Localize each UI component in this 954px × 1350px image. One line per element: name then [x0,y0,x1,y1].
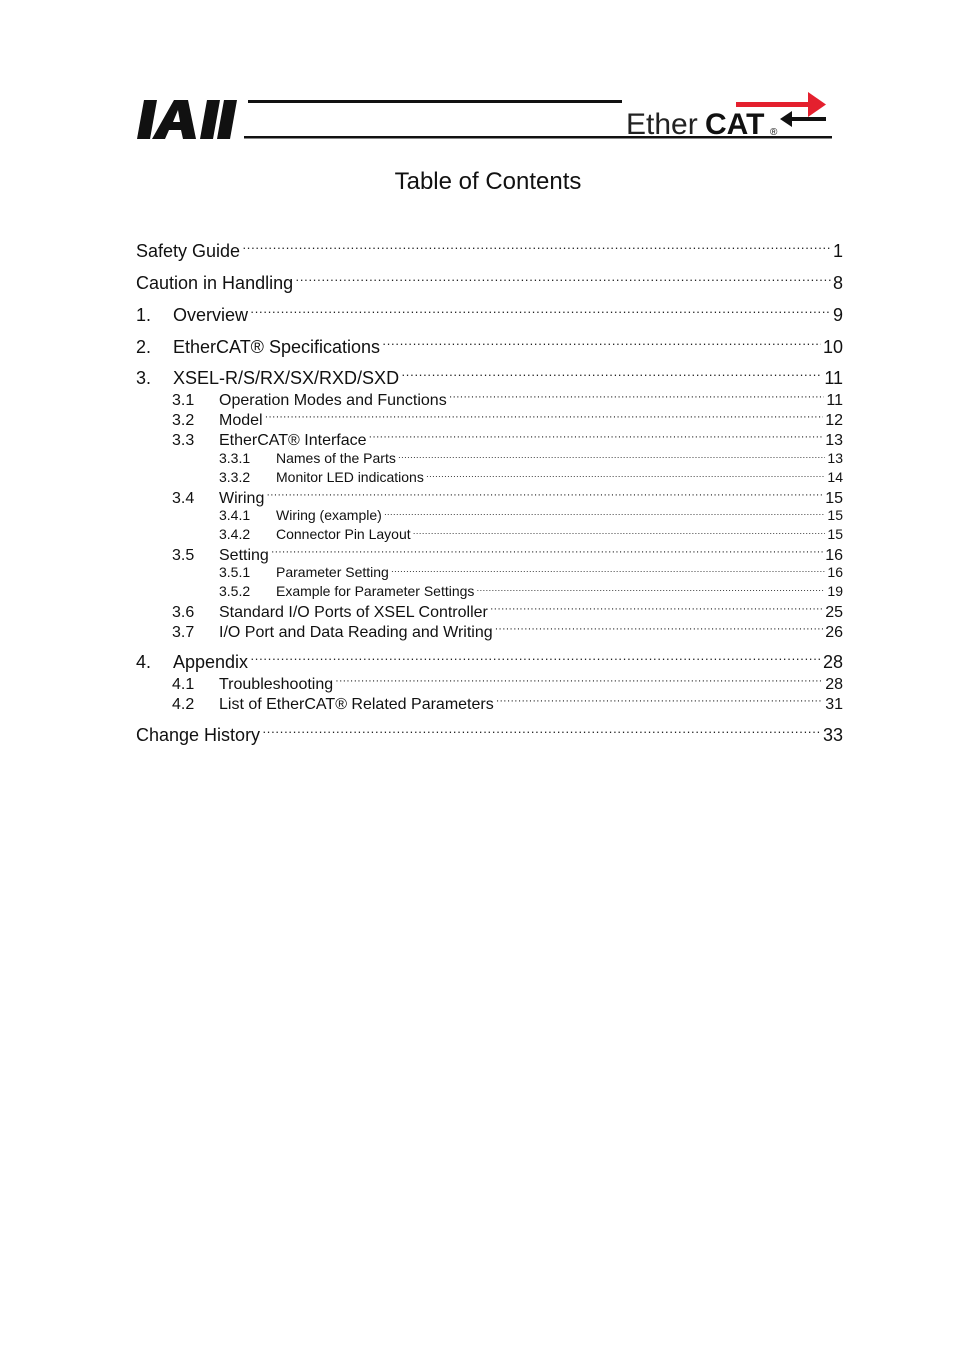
toc-page-number: 1 [832,240,843,261]
dot-leader [382,333,821,353]
toc-entry-overview[interactable] [136,301,843,326]
toc-entry-connector-pin-layout[interactable] [136,524,843,542]
toc-entry-label: Standard I/O Ports of XSEL Controller [219,603,488,621]
dot-leader [369,427,824,445]
toc-section-number: 4. [136,651,152,672]
toc-entry-label: Parameter Setting [276,564,389,581]
dot-leader [262,721,821,741]
toc-page-number: 28 [822,651,843,672]
toc-entry-xsel-models[interactable] [136,364,843,389]
toc-entry-parameter-setting[interactable] [136,562,843,580]
toc-entry-label: Setting [219,546,269,564]
toc-entry-label: List of EtherCAT® Related Parameters [219,695,494,713]
dot-leader [295,269,831,289]
toc-page-number: 16 [827,564,843,581]
toc-entry-wiring-example[interactable] [136,505,843,523]
dot-leader [449,387,825,405]
toc-entry-label: Model [219,411,263,429]
toc-page-number: 11 [824,367,843,388]
toc-page-number: 12 [825,411,843,429]
ethercat-logo-bold: CAT [705,108,765,141]
toc-section-number: 3.3.2 [219,469,251,486]
toc-entry-label: Appendix [173,651,249,672]
toc-entry-caution-in-handling[interactable] [136,269,843,294]
toc-section-number: 4.2 [172,695,195,713]
dot-leader [266,485,823,503]
dot-leader [496,691,823,709]
toc-entry-label: Wiring (example) [276,507,382,524]
dot-leader [426,467,826,482]
toc-entry-label: Example for Parameter Settings [276,583,475,600]
toc-entry-names-of-parts[interactable] [136,448,843,466]
toc-page-number: 25 [825,603,843,621]
toc-page-number: 13 [825,431,843,449]
toc-entry-label: Troubleshooting [219,675,334,693]
dot-leader [250,648,821,668]
toc-entry-example-parameter-settings[interactable] [136,581,843,599]
toc-section-number: 3.5 [172,546,195,564]
toc-section-number: 3.1 [172,391,195,409]
ethercat-logo-thin: Ether [626,108,698,141]
toc-section-number: 3.7 [172,623,195,641]
toc-page-number: 8 [832,272,843,293]
dot-leader [384,505,826,520]
toc-section-number: 3.5.1 [219,564,251,581]
table-of-contents [136,0,843,1350]
toc-section-number: 3.3 [172,431,195,449]
dot-leader [413,524,826,539]
toc-entry-ethercat-parameters[interactable] [136,691,843,714]
toc-entry-appendix[interactable] [136,648,843,673]
toc-page-number: 19 [827,583,843,600]
toc-section-number: 3.2 [172,411,195,429]
toc-page-number: 14 [827,469,843,486]
toc-entry-label: Overview [173,304,249,325]
toc-section-number: 3. [136,367,152,388]
toc-entry-label: Monitor LED indications [276,469,424,486]
dot-leader [398,448,826,463]
dot-leader [242,237,831,257]
toc-page-number: 16 [825,546,843,564]
toc-entry-ethercat-specifications[interactable] [136,333,843,358]
toc-entry-label: I/O Port and Data Reading and Writing [219,623,493,641]
toc-entry-ethercat-interface[interactable] [136,427,843,450]
toc-page-number: 15 [825,489,843,507]
toc-entry-label: EtherCAT® Specifications [173,336,381,357]
dot-leader [250,301,831,321]
toc-page-number: 31 [825,695,843,713]
toc-page-number: 26 [825,623,843,641]
toc-page-number: 9 [832,304,843,325]
toc-section-number: 4.1 [172,675,195,693]
toc-entry-monitor-led[interactable] [136,467,843,485]
toc-entry-change-history[interactable] [136,721,843,746]
toc-section-number: 2. [136,336,152,357]
dot-leader [476,581,825,596]
dot-leader [401,364,822,384]
toc-page-number: 15 [827,507,843,524]
toc-page-number: 13 [827,450,843,467]
toc-entry-label: Operation Modes and Functions [219,391,447,409]
toc-page-number: 28 [825,675,843,693]
toc-section-number: 3.4.1 [219,507,251,524]
dot-leader [271,542,823,560]
toc-entry-label: Connector Pin Layout [276,526,411,543]
toc-section-number: 3.6 [172,603,195,621]
toc-entry-safety-guide[interactable] [136,237,843,262]
toc-page-number: 15 [827,526,843,543]
toc-page-number: 33 [822,724,843,745]
toc-section-number: 1. [136,304,152,325]
toc-section-number: 3.4.2 [219,526,251,543]
toc-section-number: 3.5.2 [219,583,251,600]
dot-leader [490,599,823,617]
toc-section-number: 3.3.1 [219,450,251,467]
toc-entry-label: Caution in Handling [136,272,294,293]
dot-leader [265,407,824,425]
toc-section-number: 3.4 [172,489,195,507]
toc-entry-label: Change History [136,724,261,745]
toc-entry-label: Names of the Parts [276,450,396,467]
toc-page-number: 11 [826,391,843,409]
ethercat-registered-mark: ® [770,127,778,138]
toc-entry-label: EtherCAT® Interface [219,431,367,449]
toc-entry-label: Wiring [219,489,265,507]
toc-entry-label: Safety Guide [136,240,241,261]
dot-leader [391,562,826,577]
page-title: Table of Contents [394,168,582,195]
toc-entry-label: XSEL-R/S/RX/SX/RXD/SXD [173,367,400,388]
dot-leader [335,671,823,689]
toc-entry-io-port-data[interactable] [136,619,843,642]
dot-leader [495,619,824,637]
toc-page-number: 10 [822,336,843,357]
